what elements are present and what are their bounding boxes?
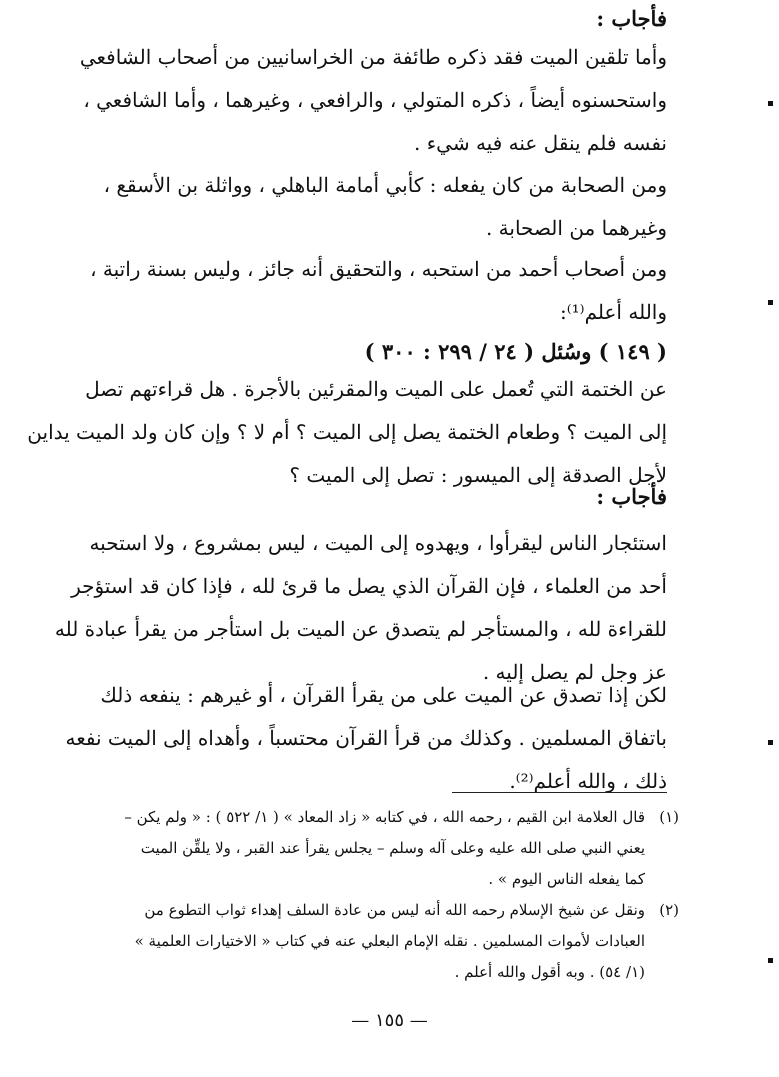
- scan-mark: [768, 300, 773, 305]
- answer-heading: [107, 4, 667, 34]
- text-line: والله أعلم⁽¹⁾:: [559, 300, 667, 324]
- paragraph: [103, 164, 667, 250]
- text-line: إلى الميت ؟ وطعام الختمة يصل إلى الميت ؟ أم لا ؟ وإن كان ولد الميت يداين: [27, 420, 667, 444]
- footnote-divider: [452, 792, 667, 793]
- text-line: استئجار الناس ليقرأوا ، ويهدوه إلى الميت ، ليس بمشروع ، ولا استحبه: [89, 531, 667, 555]
- text-line: وأما تلقين الميت فقد ذكره طائفة من الخراسانيين من أصحاب الشافعي: [79, 45, 667, 69]
- text-line: نفسه فلم ينقل عنه فيه شيء .: [414, 131, 667, 155]
- footnotes: [99, 802, 679, 988]
- footnote: [99, 895, 679, 988]
- text-line: باتفاق المسلمين . وكذلك من قرأ القرآن محتسباً ، وأهداه إلى الميت نفعه: [65, 726, 667, 750]
- scan-mark: [768, 958, 773, 963]
- footnote-number: (١): [659, 808, 679, 826]
- paragraph: [90, 248, 667, 334]
- answer-heading-text: فأجاب :: [596, 484, 667, 509]
- footnote-body: [99, 802, 645, 895]
- text-line: وغيرهما من الصحابة .: [485, 216, 667, 240]
- text-line: ومن أصحاب أحمد من استحبه ، والتحقيق أنه جائز ، وليس بسنة راتبة ،: [90, 257, 667, 281]
- answer-heading-text: فأجاب :: [596, 6, 667, 31]
- text-line: أحد من العلماء ، فإن القرآن الذي يصل ما قرئ لله ، فإذا كان قد استؤجر: [71, 574, 667, 598]
- scan-mark: [768, 101, 773, 106]
- question-number-text: ( ١٤٩ ) وسُئل ( ٢٤ / ٢٩٩ : ٣٠٠ ): [364, 339, 667, 364]
- text-line: للقراءة لله ، والمستأجر لم يتصدق عن الميت بل استأجر من يقرأ عبادة لله: [54, 617, 667, 641]
- footnote-line: يعني النبي صلى الله عليه وعلى آله وسلم – يجلس يقرأ عند القبر ، ولا يلقِّن الميت: [140, 839, 645, 857]
- footnote-line: كما يفعله الناس اليوم » .: [488, 870, 645, 888]
- footnote-line: قال العلامة ابن القيم ، رحمه الله ، في كتابه « زاد المعاد » ( ١/ ٥٢٢ ) : « ولم يكن –: [124, 808, 645, 826]
- answer-heading: [107, 482, 667, 512]
- question-number: [107, 336, 667, 368]
- paragraph: [54, 522, 667, 694]
- text-line: عز وجل لم يصل إليه .: [482, 660, 667, 684]
- question-paragraph: [27, 368, 667, 497]
- text-line: ومن الصحابة من كان يفعله : كأبي أمامة الباهلي ، وواثلة بن الأسقع ،: [103, 173, 667, 197]
- text-line: لأجل الصدقة إلى الميسور : تصل إلى الميت ؟: [289, 463, 667, 487]
- text-line: ذلك ، والله أعلم⁽²⁾.: [509, 769, 667, 793]
- footnote-number: (٢): [659, 901, 679, 919]
- text-line: لكن إذا تصدق عن الميت على من يقرأ القرآن ، أو غيرهم : ينفعه ذلك: [100, 683, 667, 707]
- text-line: عن الختمة التي تُعمل على الميت والمقرئين بالأجرة . هل قراءتهم تصل: [85, 377, 667, 401]
- footnote-line: العبادات لأموات المسلمين . نقله الإمام البعلي عنه في كتاب « الاختيارات العلمية »: [134, 932, 645, 950]
- paragraph: [79, 36, 667, 165]
- footnote-line: ونقل عن شيخ الإسلام رحمه الله أنه ليس من عادة السلف إهداء ثواب التطوع من: [144, 901, 645, 919]
- paragraph: [65, 674, 667, 803]
- page-number: — ١٥٥ —: [351, 1010, 428, 1031]
- footnote: [99, 802, 679, 895]
- scan-mark: [768, 740, 773, 745]
- footnote-body: [99, 895, 645, 988]
- text-line: واستحسنوه أيضاً ، ذكره المتولي ، والرافعي ، وغيرهما ، وأما الشافعي ،: [83, 88, 667, 112]
- footnote-line: (١/ ٥٤) . وبه أقول والله أعلم .: [454, 963, 645, 981]
